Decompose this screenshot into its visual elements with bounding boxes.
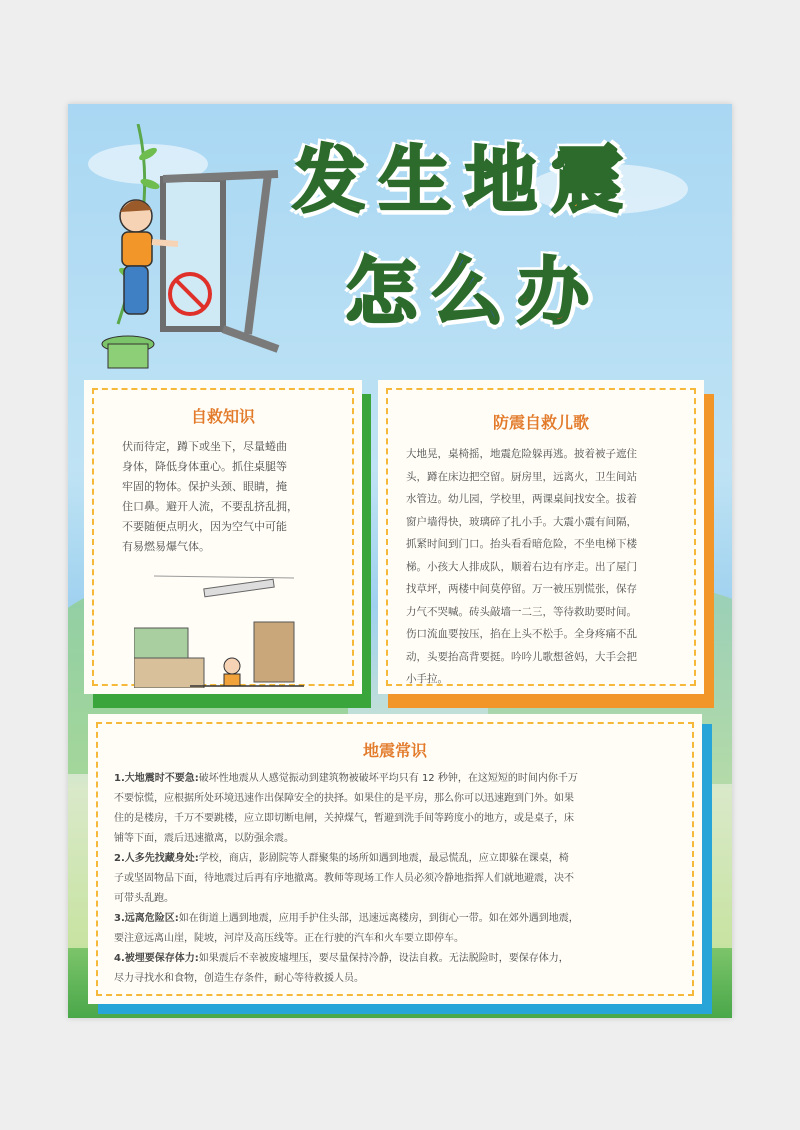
list-item (114, 949, 692, 969)
poster (68, 104, 732, 1018)
item-text: 住的是楼房，千万不要跳楼，应立即切断电闸，关掉煤气，暂避到洗手间等跨度小的地方，或是桌子，床 (114, 813, 574, 824)
title-char: 怎 (344, 250, 417, 334)
list-item (114, 809, 692, 829)
text-line: 水管边。幼儿园，学校里，两课桌间找安全。拔着 (406, 493, 637, 505)
title-line-1 (286, 140, 630, 220)
title-line-2 (338, 252, 596, 332)
text-line: 窗户墙得快，玻璃碎了扎小手。大震小震有间隔， (406, 515, 637, 528)
item-text: 如果震后不幸被废墟埋压，要尽量保持冷静，设法自救。无法脱险时，要保存体力， (198, 953, 569, 964)
text-line: 身体，降低身体重心。抓住桌腿等 (122, 460, 287, 473)
list-item (114, 889, 692, 909)
dashed-border (92, 388, 354, 686)
text-line: 牢固的物体。保护头颈、眼睛，掩 (122, 480, 287, 493)
item-text: 如在街道上遇到地震，应用手护住头部，迅速远离楼房，到街心一带。如在郊外遇到地震， (178, 913, 579, 924)
title-char: 生 (378, 138, 451, 222)
text-line: 抓紧时间到门口。抬头看看暗危险，不坐电梯下楼 (406, 538, 637, 550)
self-rescue-title: 自救知识 (190, 407, 255, 426)
hiding-under-table-illustration (134, 570, 314, 688)
text-line: 伤口流血要按压，掐在上头不松手。全身疼痛不乱 (406, 628, 637, 640)
item-text: 尽力寻找水和食物，创造生存条件，耐心等待救援人员。 (114, 973, 364, 984)
item-text: 子或坚固物品下面，待地震过后再有序地撤离。教师等现场工作人员必须冷静地指挥人们就地避震，决不 (114, 873, 574, 884)
item-text: 破坏性地震从人感觉振动到建筑物被破坏平均只有 12 秒钟，在这短短的时间内你千万 (198, 773, 578, 784)
item-heading: 3.远离危险区: (114, 913, 179, 924)
text-line: 梯。小孩大人排成队，顺着右边有序走。出了屋门 (406, 560, 637, 573)
list-item (114, 789, 692, 809)
text-line: 小手拉。 (406, 673, 448, 685)
text-line: 找草坪，两楼中间莫停留。万一被压别慌张，保存 (406, 583, 637, 595)
item-text: 可带头乱跑。 (114, 893, 174, 904)
text-line: 有易燃易爆气体。 (122, 540, 210, 553)
list-item (114, 909, 692, 929)
item-text: 学校，商店，影剧院等人群聚集的场所如遇到地震，最忌慌乱，应立即躲在课桌，椅 (198, 853, 569, 864)
list-item (114, 829, 692, 849)
boy-window-illustration (78, 124, 308, 374)
list-item (114, 849, 692, 869)
dashed-border (386, 388, 696, 686)
list-item (114, 969, 692, 989)
text-line: 伏而待定，蹲下或坐下，尽量蜷曲 (122, 440, 287, 453)
item-heading: 2.人多先找藏身处: (114, 853, 199, 864)
common-sense-box (88, 714, 702, 1004)
text-line: 不要随便点明火，因为空气中可能 (122, 520, 287, 533)
list-item (114, 769, 692, 789)
item-text: 铺等下面，震后迅速撤离，以防强余震。 (114, 833, 294, 844)
title-char: 么 (430, 250, 503, 334)
item-text: 不要惊慌，应根据所处环境迅速作出保障安全的抉择。如果住的是平房，那么你可以迅速跑到门外。如果 (114, 793, 574, 804)
list-item (114, 869, 692, 889)
text-line: 力气不哭喊。砖头敲墙一二三，等待救助要时间。 (406, 605, 637, 618)
text-line: 头，蹲在床边把空留。厨房里，远离火，卫生间站 (406, 470, 637, 483)
title-char: 地 (464, 138, 537, 222)
common-sense-title: 地震常识 (362, 741, 427, 760)
song-text (406, 443, 694, 691)
self-rescue-box (84, 380, 362, 694)
title-char: 震 (550, 138, 623, 222)
text-line: 动，头要抬高背要挺。吟吟儿歌想爸妈，大手会把 (406, 650, 637, 663)
dashed-border (96, 722, 694, 996)
song-box (378, 380, 704, 694)
text-line: 大地晃，桌椅摇，地震危险躲再逃。披着被子遮住 (406, 448, 637, 460)
text-line: 住口鼻。避开人流，不要乱挤乱拥， (122, 500, 298, 513)
item-heading: 4.被埋要保存体力: (114, 953, 199, 964)
song-title: 防震自救儿歌 (492, 413, 589, 432)
title-char: 办 (516, 250, 589, 334)
item-heading: 1.大地震时不要急: (114, 773, 199, 784)
list-item (114, 929, 692, 949)
self-rescue-text (122, 437, 352, 557)
title-char: 发 (292, 138, 365, 222)
item-text: 要注意远离山崖，陡坡，河岸及高压线等。正在行驶的汽车和火车要立即停车。 (114, 933, 464, 944)
common-sense-list (114, 769, 692, 989)
